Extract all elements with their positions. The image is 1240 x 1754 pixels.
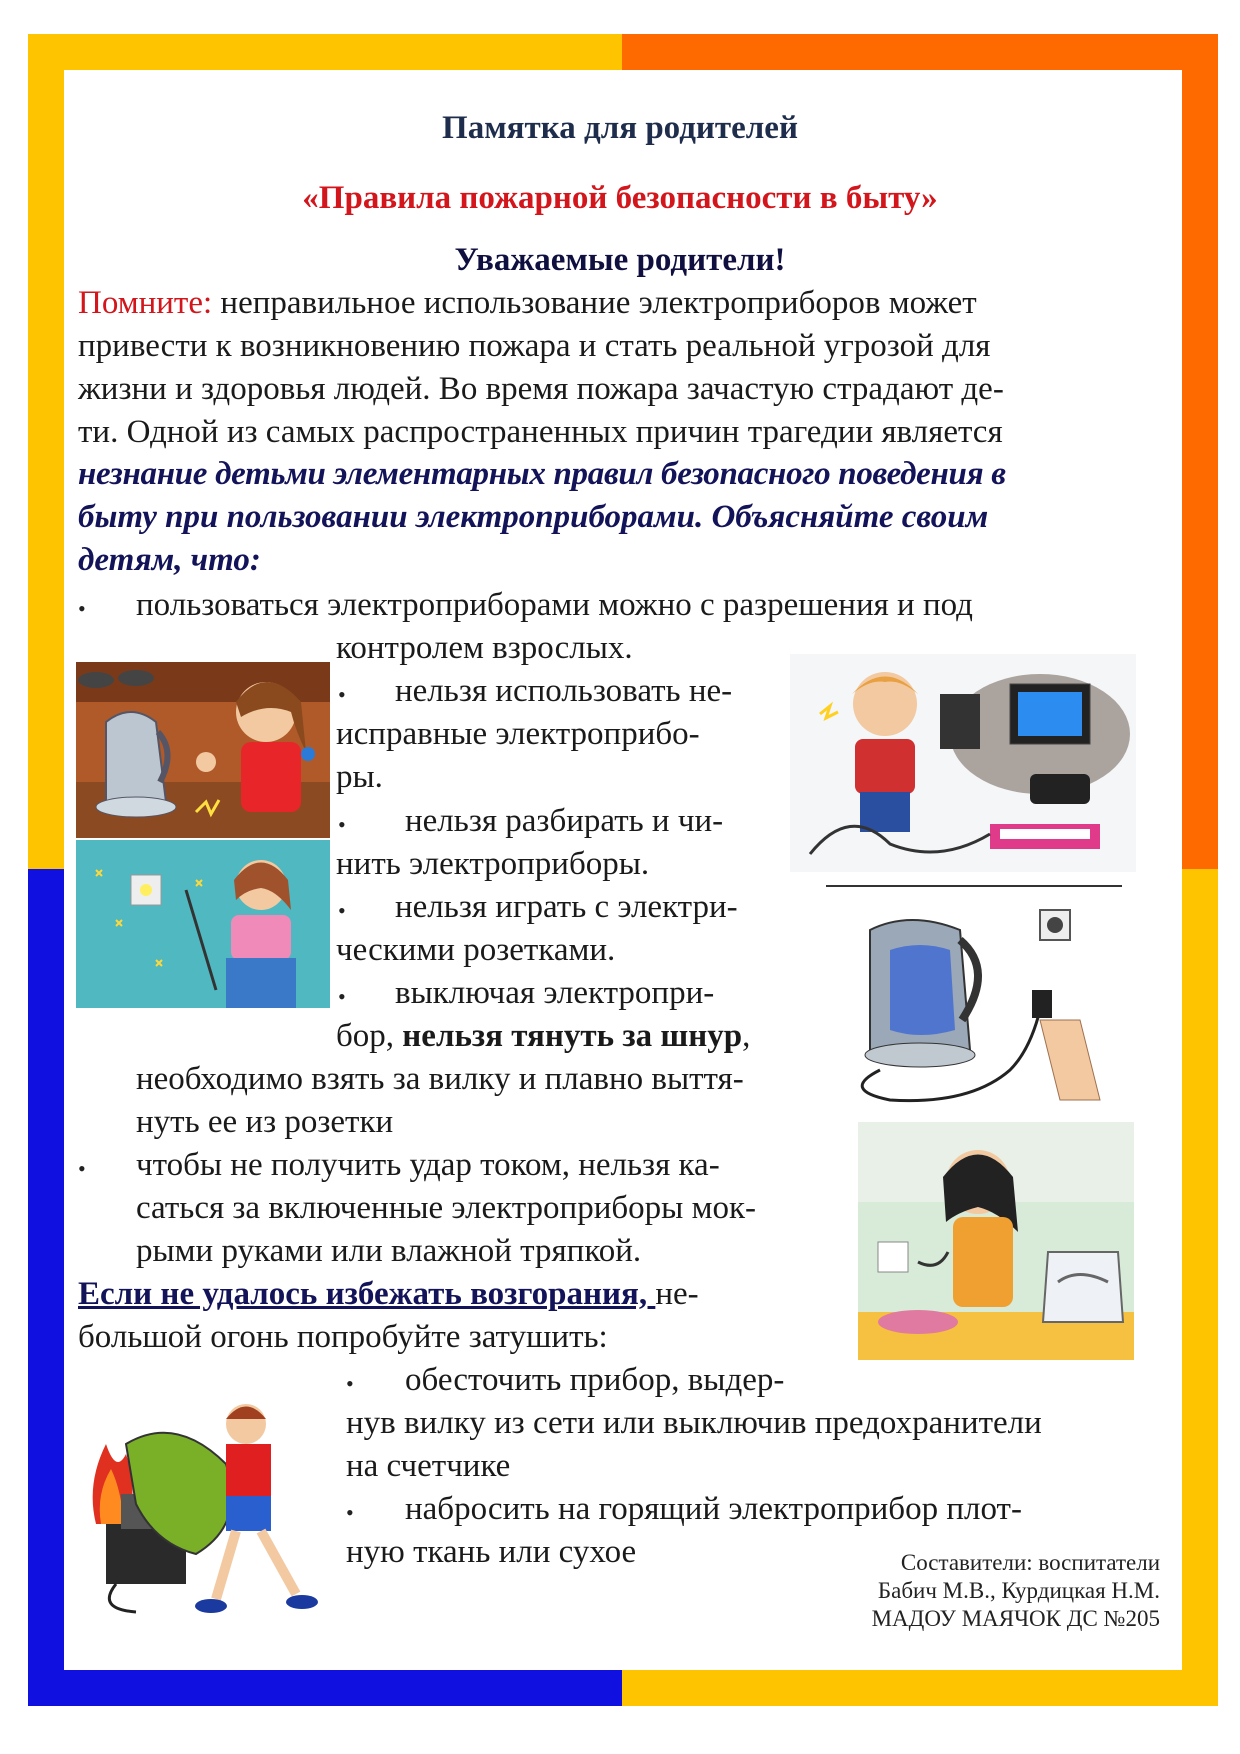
fire-step-2-a: набросить на горящий электроприбор плот- — [405, 1491, 1022, 1527]
rule-6-line-a: чтобы не получить удар током, нельзя ка- — [136, 1147, 720, 1183]
greeting: Уважаемые родители! — [454, 242, 786, 278]
girl-kettle-illustration — [76, 662, 330, 838]
fire-heading-tail: не- — [655, 1276, 699, 1312]
bullet-6: • — [78, 1156, 86, 1181]
kettle-plug-illustration — [850, 890, 1122, 1110]
rule-2-line-c: ры. — [336, 759, 383, 795]
page-subtitle: «Правила пожарной безопасности в быту» — [302, 180, 938, 216]
frame-right-orange — [1182, 34, 1218, 869]
page-title: Памятка для родителей — [442, 110, 798, 146]
bullet-5: • — [338, 984, 346, 1009]
intro-line-4: ти. Одной из самых распространенных причин трагедии является — [78, 414, 1003, 450]
intro-bold-1: незнание детьми элементарных правил безопасного поведения в — [78, 456, 1006, 492]
frame-top-yellow — [28, 34, 622, 70]
fire-line-2: большой огонь попробуйте затушить: — [78, 1319, 608, 1355]
rule-2-line-b: исправные электроприбо- — [336, 716, 700, 752]
credit-line-3: МАДОУ МАЯЧОК ДС №205 — [871, 1606, 1160, 1631]
credit-line-2: Бабич М.В., Курдицкая Н.М. — [877, 1578, 1160, 1603]
frame-bottom-yellow — [622, 1670, 1218, 1706]
girl-iron-illustration — [858, 1122, 1134, 1360]
rule-4-line-b: ческими розетками. — [336, 932, 616, 968]
intro-bold-3: детям, что: — [78, 542, 261, 578]
rule-5-bold: нельзя тянуть за шнур — [402, 1018, 743, 1054]
rule-5-text: бор, — [336, 1018, 403, 1054]
separator-line — [826, 885, 1122, 887]
remember-label: Помните: — [78, 285, 213, 321]
bullet-8: • — [346, 1500, 354, 1525]
frame-right-yellow — [1182, 869, 1218, 1706]
intro-line-1 — [78, 282, 977, 325]
rule-5-line-b — [336, 1015, 750, 1058]
boy-fire-illustration — [76, 1384, 338, 1620]
fire-step-2-b: ную ткань или сухое — [346, 1534, 637, 1570]
frame-left-yellow — [28, 34, 64, 869]
rule-5-comma: , — [742, 1018, 751, 1054]
fire-heading-line — [78, 1273, 699, 1316]
fire-heading: Если не удалось избежать возгорания, — [78, 1276, 656, 1312]
credit-line-1: Составители: воспитатели — [900, 1550, 1160, 1575]
fire-step-1-a: обесточить прибор, выдер- — [405, 1362, 785, 1398]
rule-4-line-a: нельзя играть с электри- — [395, 889, 738, 925]
bullet-4: • — [338, 898, 346, 923]
bullet-7: • — [346, 1371, 354, 1396]
intro-text-1: неправильное использование электроприборов может — [212, 285, 977, 321]
rule-3-line-b: нить электроприборы. — [336, 846, 650, 882]
bullet-3: • — [338, 812, 346, 837]
rule-5-line-d: нуть ее из розетки — [136, 1104, 394, 1140]
girl-socket-illustration — [76, 840, 330, 1008]
frame-bottom-blue — [28, 1670, 622, 1706]
rule-5-line-a: выключая электропри- — [395, 975, 715, 1011]
fire-step-1-b: нув вилку из сети или выключив предохранители — [346, 1405, 1042, 1441]
intro-bold-2: быту при пользовании электроприборами. Объясняйте своим — [78, 499, 989, 535]
rule-6-line-b: саться за включенные электроприборы мок- — [136, 1190, 756, 1226]
intro-line-3: жизни и здоровья людей. Во время пожара зачастую страдают де- — [78, 371, 1004, 407]
rule-6-line-c: рыми руками или влажной тряпкой. — [136, 1233, 642, 1269]
fire-step-1-c: на счетчике — [346, 1448, 511, 1484]
rule-1-line-b: контролем взрослых. — [336, 630, 633, 666]
rule-5-line-c: необходимо взять за вилку и плавно выття- — [136, 1061, 744, 1097]
rule-1-line-a: пользоваться электроприборами можно с разрешения и под — [136, 587, 973, 623]
bullet-2: • — [338, 682, 346, 707]
frame-top-orange — [622, 34, 1218, 70]
intro-line-2: привести к возникновению пожара и стать реальной угрозой для — [78, 328, 991, 364]
rule-2-line-a: нельзя использовать не- — [395, 673, 733, 709]
boy-cables-illustration — [790, 654, 1136, 872]
bullet-1: • — [78, 596, 86, 621]
rule-3-line-a: нельзя разбирать и чи- — [405, 803, 724, 839]
frame-left-blue — [28, 869, 64, 1706]
